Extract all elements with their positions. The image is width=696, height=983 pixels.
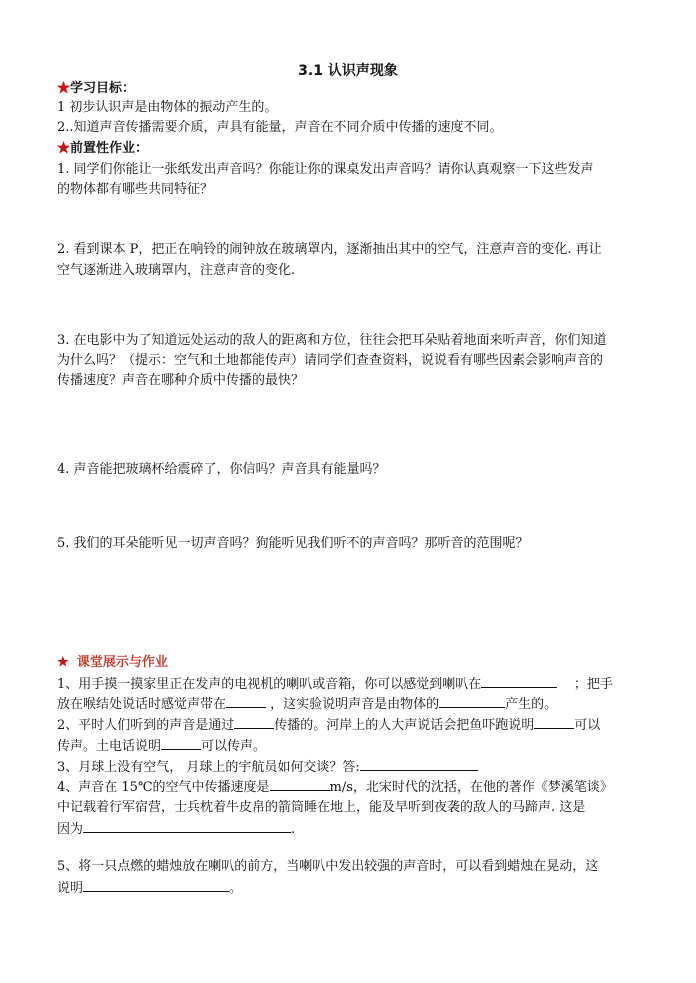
preview-q5: 5. 我们的耳朵能听见一切声音吗？狗能听见我们听不的声音吗？那听音的范围呢？ [57, 536, 529, 551]
exercise-2-text-b: 传播的。河岸上的人大声说话会把鱼吓跑说明 [274, 718, 535, 733]
exercise-4-line2: 中记载着行军宿营，士兵枕着牛皮帛的箭筒睡在地上，能及早听到夜袭的敌人的马蹄声. 这是 [57, 800, 586, 815]
exercise-4-text-b: m/s，北宋时代的沈括，在他的著作《梦溪笔谈》 [329, 780, 613, 795]
exercise-5-text-a: 说明 [57, 881, 84, 896]
preview-heading-line [57, 140, 148, 157]
exercise-1-text-b: ；把手 [573, 677, 613, 692]
preview-q2-line1: 2. 看到课本 P，把正在响铃的闹钟放在玻璃罩内，逐渐抽出其中的空气，注意声音的变化. 再让 [57, 242, 602, 257]
preview-q3-line2: 为什么吗？（提示：空气和土地都能传声）请同学们查查资料，说说看有哪些因素会影响声音的 [57, 353, 604, 368]
exercise-5-text-b: 。 [229, 881, 243, 896]
answer-blank[interactable] [481, 675, 557, 688]
exercise-4-text-c: 因为 [57, 822, 84, 837]
answer-blank[interactable] [234, 716, 274, 729]
exercise-1-text-e: 产生的。 [505, 697, 558, 712]
star-icon: ★ [57, 141, 71, 156]
exercise-1-line2 [57, 695, 557, 713]
goals-heading-line [57, 80, 135, 97]
exercise-3 [57, 758, 478, 776]
answer-blank[interactable] [226, 695, 266, 708]
preview-q3-line3: 传播速度？声音在哪种介质中传播的最快？ [57, 373, 305, 388]
answer-blank[interactable] [270, 778, 330, 791]
exercise-4-text-d: . [291, 822, 296, 837]
preview-q3-line1: 3. 在电影中为了知道远处运动的敌人的距离和方位，往往会把耳朵贴着地面来听声音，你们知道 [57, 333, 607, 348]
goal-item-2: 2..知道声音传播需要介质，声具有能量，声音在不同介质中传播的速度不同。 [57, 120, 503, 135]
exercise-2-text-c: 可以 [574, 718, 601, 733]
answer-blank[interactable] [534, 716, 574, 729]
exercise-5-line2 [57, 879, 242, 897]
exercise-5-line1: 5、将一只点燃的蜡烛放在喇叭的前方，当喇叭中发出较强的声音时，可以看到蜡烛在晃动，这 [57, 859, 599, 874]
exercise-1-text-a: 1、用手摸一摸家里正在发声的电视机的喇叭或音箱，你可以感觉到喇叭在 [57, 677, 482, 692]
exercise-2-text-e: 可以传声。 [201, 739, 267, 754]
star-icon: ★ [57, 81, 71, 96]
exercise-2-text-d: 传声。土电话说明 [57, 739, 162, 754]
exercise-2-line2 [57, 737, 266, 755]
answer-blank[interactable] [161, 737, 201, 750]
goals-heading: 学习目标： [70, 81, 136, 96]
goal-item-1: 1 初步认识声是由物体的振动产生的。 [57, 100, 278, 115]
exercise-1-line1 [57, 675, 613, 693]
preview-heading: 前置性作业： [70, 141, 149, 156]
classwork-heading-line [57, 654, 168, 671]
exercise-3-text: 3、月球上没有空气， 月球上的宇航员如何交谈？答: [57, 760, 360, 775]
preview-q1-line1: 1. 同学们你能让一张纸发出声音吗？你能让你的课桌发出声音吗？请你认真观察一下这些发声 [57, 162, 594, 177]
page-title: 3.1 认识声现象 [298, 63, 398, 79]
exercise-4-text-a: 4、声音在 15℃的空气中传播速度是 [57, 780, 270, 795]
exercise-2-line1 [57, 716, 600, 734]
preview-q1-line2: 的物体都有哪些共同特征？ [57, 182, 214, 197]
answer-blank[interactable] [83, 820, 291, 833]
exercise-2-text-a: 2、平时人们听到的声音是通过 [57, 718, 235, 733]
exercise-1-text-d: ，这实验说明声音是由物体的 [270, 697, 440, 712]
star-icon: ★ [57, 655, 69, 670]
answer-blank[interactable] [360, 758, 478, 771]
answer-blank[interactable] [439, 695, 505, 708]
classwork-heading: 课堂展示与作业 [76, 655, 168, 670]
preview-q4: 4. 声音能把玻璃杯给震碎了，你信吗？声音具有能量吗？ [57, 462, 386, 477]
exercise-1-text-c: 放在喉结处说话时感觉声带在 [57, 697, 227, 712]
answer-blank[interactable] [83, 879, 229, 892]
preview-q2-line2: 空气逐渐进入玻璃罩内，注意声音的变化. [57, 263, 296, 278]
exercise-4-line3 [57, 820, 295, 838]
exercise-4-line1 [57, 778, 613, 796]
